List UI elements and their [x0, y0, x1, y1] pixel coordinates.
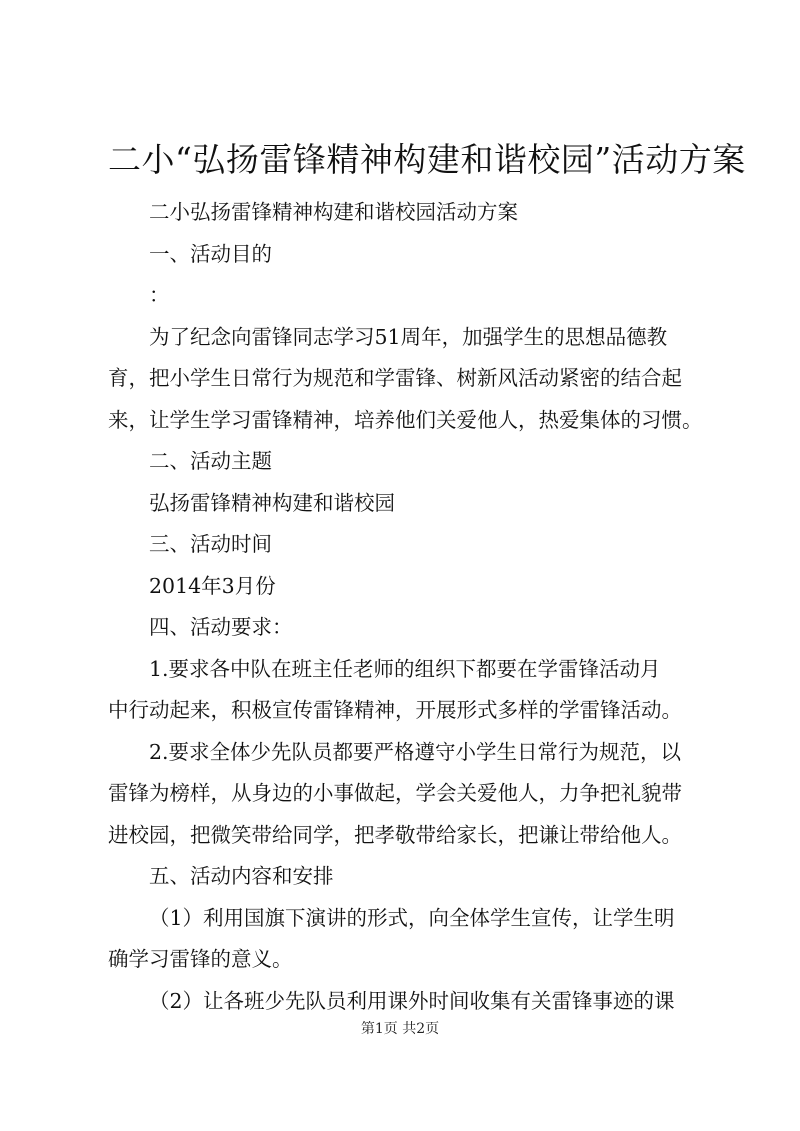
arrangement-line: 确学习雷锋的意义。 — [108, 947, 293, 971]
page-footer: 第1页 共2页 — [360, 1021, 440, 1037]
paragraph-line: 育，把小学生日常行为规范和学雷锋、树新风活动紧密的结合起 — [108, 366, 682, 390]
requirement-line: 中行动起来，积极宣传雷锋精神，开展形式多样的学雷锋活动。 — [108, 698, 682, 722]
section-heading-time: 三、活动时间 — [149, 532, 272, 556]
document-subtitle: 二小弘扬雷锋精神构建和谐校园活动方案 — [149, 200, 518, 224]
arrangement-line: （2）让各班少先队员利用课外时间收集有关雷锋事迹的课 — [149, 988, 675, 1013]
section-heading-requirements: 四、活动要求： — [149, 615, 293, 639]
requirement-line: 2.要求全体少先队员都要严格遵守小学生日常行为规范，以 — [149, 739, 682, 764]
purpose-colon: ： — [149, 283, 170, 307]
section-heading-theme: 二、活动主题 — [149, 449, 272, 473]
section-heading-purpose: 一、活动目的 — [149, 241, 272, 266]
requirement-line: 雷锋为榜样，从身边的小事做起，学会关爱他人，力争把礼貌带 — [108, 781, 682, 805]
arrangement-line: （1）利用国旗下演讲的形式，向全体学生宣传，让学生明 — [149, 905, 675, 930]
time-content: 2014年3月份 — [149, 573, 276, 598]
document-body — [108, 192, 713, 1022]
paragraph-line: 来，让学生学习雷锋精神，培养他们关爱他人，热爱集体的习惯。 — [108, 407, 703, 432]
section-heading-arrangement: 五、活动内容和安排 — [149, 864, 334, 888]
requirement-line: 进校园，把微笑带给同学，把孝敬带给家长，把谦让带给他人。 — [108, 822, 682, 847]
paragraph-line: 为了纪念向雷锋同志学习51周年，加强学生的思想品德教 — [149, 324, 668, 349]
document-title: 二小“弘扬雷锋精神构建和谐校园”活动方案 — [108, 140, 746, 179]
theme-content: 弘扬雷锋精神构建和谐校园 — [149, 490, 395, 515]
requirement-line: 1.要求各中队在班主任老师的组织下都要在学雷锋活动月 — [149, 656, 661, 681]
